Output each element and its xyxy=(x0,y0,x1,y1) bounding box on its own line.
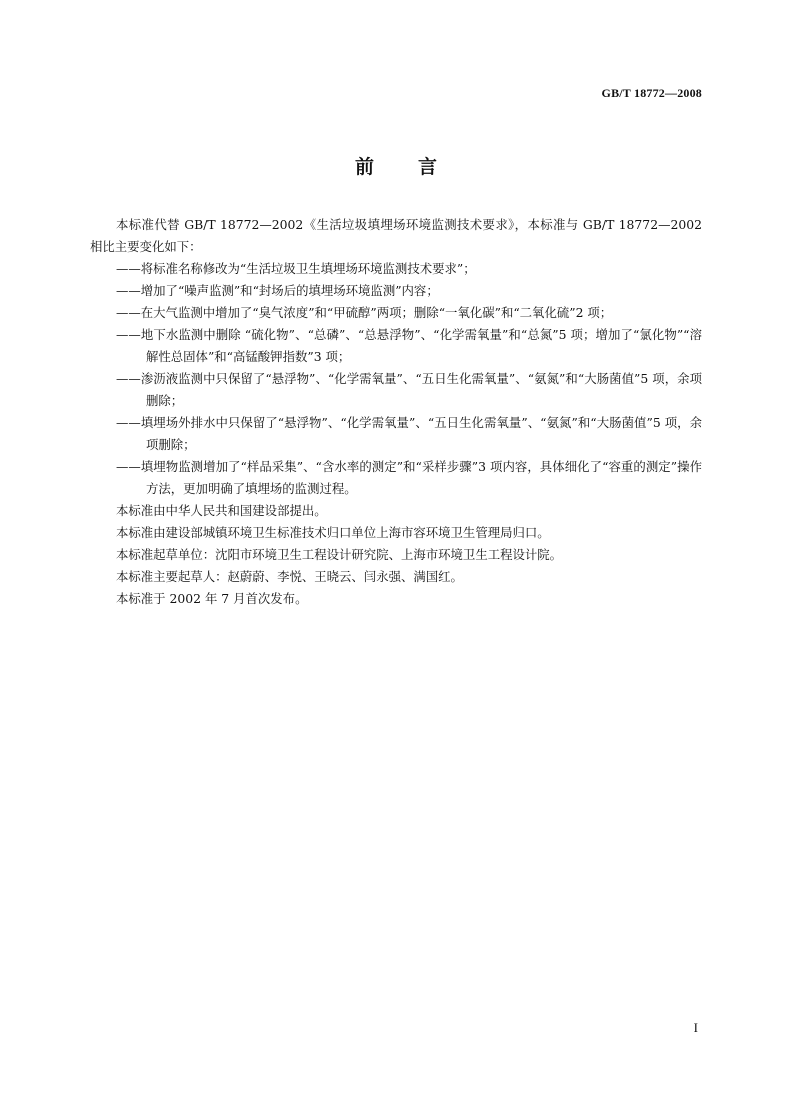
change-item: ——填埋场外排水中只保留了“悬浮物”、“化学需氧量”、“五日生化需氧量”、“氨氮”和“大肠菌值”5 项，余项删除； xyxy=(116,415,702,452)
closing-paragraph: 本标准起草单位：沈阳市环境卫生工程设计研究院、上海市环境卫生工程设计院。 xyxy=(116,547,563,562)
page-title xyxy=(0,152,792,179)
change-item: ——将标准名称修改为“生活垃圾卫生填埋场环境监测技术要求”； xyxy=(116,261,476,276)
closing-paragraph: 本标准由建设部城镇环境卫生标准技术归口单位上海市容环境卫生管理局归口。 xyxy=(116,525,550,540)
closing-paragraph: 本标准由中华人民共和国建设部提出。 xyxy=(116,503,327,518)
title-char-1: 前 xyxy=(354,156,374,178)
change-item: ——在大气监测中增加了“臭气浓度”和“甲硫醇”两项；删除“一氧化碳”和“二氧化硫”2 项； xyxy=(116,305,613,320)
preface-body xyxy=(90,214,702,610)
page-number: I xyxy=(693,1020,698,1035)
closing-paragraph: 本标准于 2002 年 7 月首次发布。 xyxy=(116,591,308,606)
title-char-2: 言 xyxy=(418,156,438,178)
closing-paragraph: 本标准主要起草人：赵蔚蔚、李悦、王晓云、闫永强、满国红。 xyxy=(116,569,463,584)
standard-code: GB/T 18772—2008 xyxy=(601,86,702,100)
change-item: ——填埋物监测增加了“样品采集”、“含水率的测定”和“采样步骤”3 项内容，具体细化了“容重的测定”操作方法，更加明确了填埋场的监测过程。 xyxy=(116,459,702,496)
change-item: ——增加了“噪声监测”和“封场后的填埋场环境监测”内容； xyxy=(116,283,439,298)
change-item: ——地下水监测中删除 “硫化物”、“总磷”、“总悬浮物”、“化学需氧量”和“总氮”5 项；增加了“氯化物”“溶解性总固体”和“高锰酸钾指数”3 项； xyxy=(116,327,702,364)
intro-paragraph: 本标准代替 GB/T 18772—2002《生活垃圾填埋场环境监测技术要求》，本标准与 GB/T 18772—2002 相比主要变化如下： xyxy=(90,217,702,254)
change-item: ——渗沥液监测中只保留了“悬浮物”、“化学需氧量”、“五日生化需氧量”、“氨氮”和“大肠菌值”5 项，余项删除； xyxy=(116,371,702,408)
